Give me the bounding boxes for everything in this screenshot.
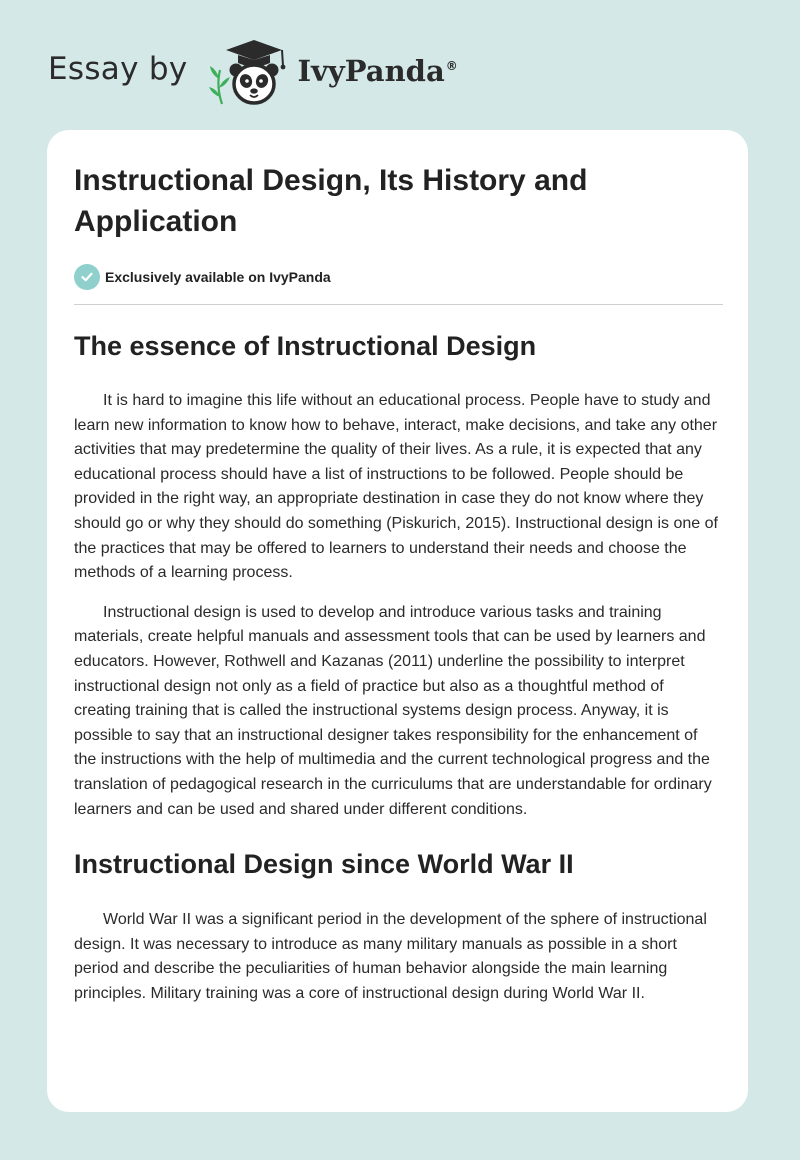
paragraph: Instructional design is used to develop and introduce various tasks and training materials, create helpful manuals and assessment tools that can be used by learners and educators. However, Rothwell and Kazanas (2011) underline the possibility to interpret instructional design not only as a field of practice but also as a thoughtful method of creating training that is called the instructional systems design process. Anyway, it is possible to say that an instructional designer takes responsibility for the enhancement of the instructions with the help of multimedia and the current technological progress and the translation of pedagogical research in the curriculums that are understandable for ordinary learners and can be used and shared under different conditions. bbox=[74, 603, 712, 818]
essay-content bbox=[74, 160, 724, 1006]
section-heading: Instructional Design since World War II bbox=[74, 849, 574, 880]
title-divider bbox=[74, 304, 723, 305]
site-header bbox=[48, 36, 458, 108]
essay-by-label: Essay by bbox=[48, 51, 188, 87]
exclusive-badge bbox=[74, 263, 724, 291]
panda-graduate-icon bbox=[202, 36, 294, 108]
paragraph: World War II was a significant period in the development of the sphere of instructional design. It was necessary to introduce as many military manuals as possible in a short period and describe the peculiarities of human behavior alongside the main learning principles. Military training was a core of instructional design during World War II. bbox=[74, 911, 707, 1002]
paragraph: It is hard to imagine this life without an educational process. People have to study and learn new information to know how to behave, interact, make decisions, and take any other activities that may predetermine the quality of their lives. As a rule, it is expected that any educational process should have a list of instructions to be followed. People should be provided in the right way, an appropriate destination in case they do not know where they should go or why they should do something (Piskurich, 2015). Instructional design is one of the practices that may be offered to learners to understand their needs and choose the methods of a learning process. bbox=[74, 392, 718, 582]
exclusive-badge-text: Exclusively available on IvyPanda bbox=[105, 269, 331, 285]
essay-title: Instructional Design, Its History and Application bbox=[74, 164, 588, 238]
registered-mark: ® bbox=[445, 59, 458, 74]
section-heading: The essence of Instructional Design bbox=[74, 331, 537, 361]
check-circle-icon bbox=[74, 264, 100, 290]
ivypanda-logo-text: IvyPanda® bbox=[297, 54, 458, 88]
